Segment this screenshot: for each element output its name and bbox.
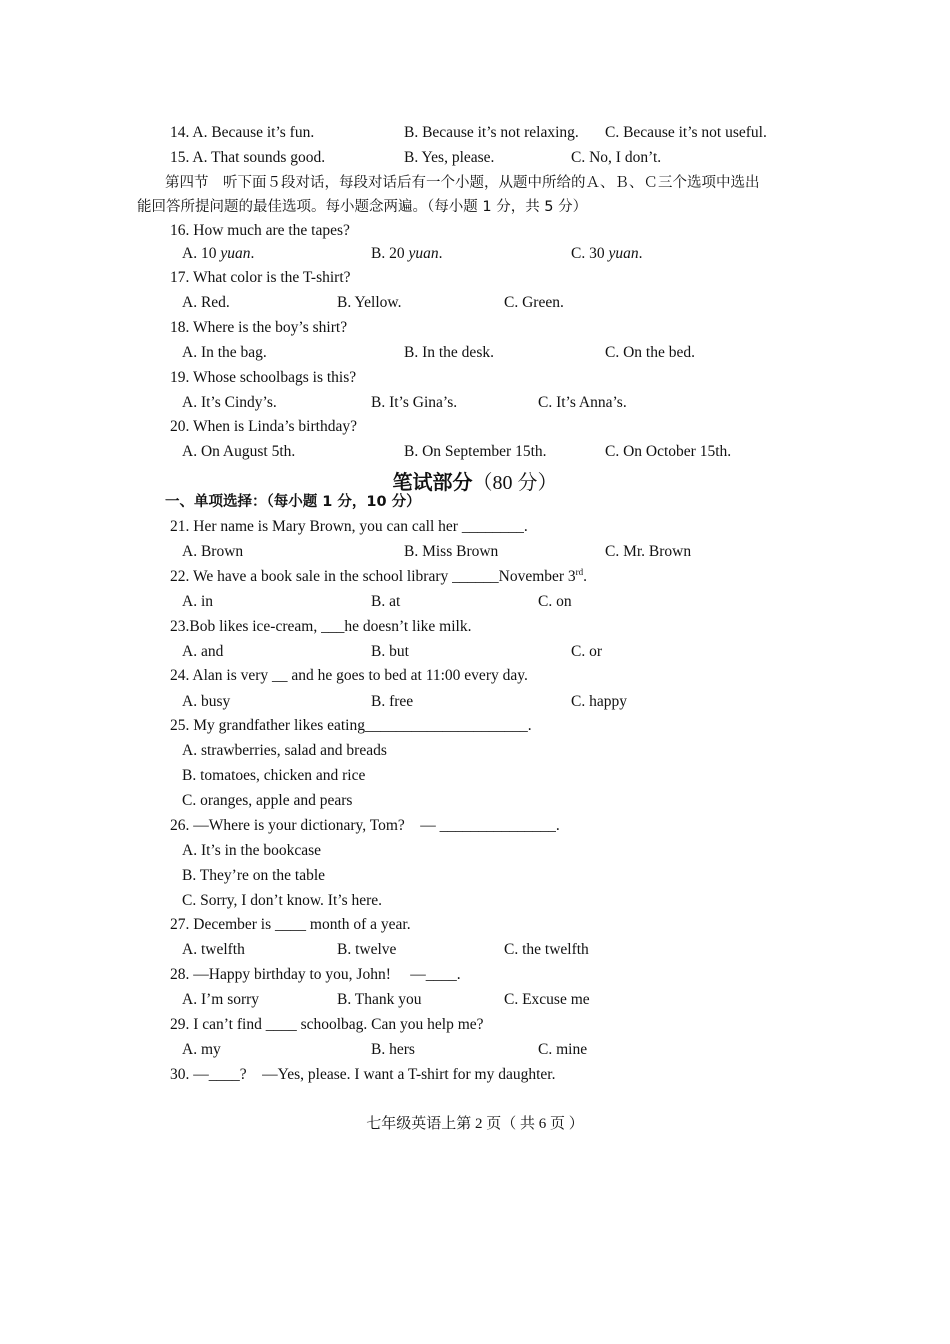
q26-stem: 26. —Where is your dictionary, Tom? — _______________. [170,817,560,834]
q24-option-b: B. free [371,693,414,710]
q17-option-b: B. Yellow. [337,294,402,311]
q27-option-c: C. the twelfth [504,941,589,958]
q18-stem: 18. Where is the boy’s shirt? [170,319,348,336]
q24-option-a: A. busy [182,693,231,710]
q29-option-a: A. my [182,1041,221,1058]
section4-instructions-2: 能回答所提问题的最佳选项。每小题念两遍。（每小题 1 分，共 5 分） [137,199,588,215]
section4-instructions-1: 第四节 听下面５段对话，每段对话后有一个小题，从题中所给的Ａ、Ｂ、Ｃ三个选项中选出 [165,175,760,191]
q29-stem: 29. I can’t find ____ schoolbag. Can you help me? [170,1016,484,1033]
q25-stem: 25. My grandfather likes eating_____________________. [170,717,532,734]
q23-stem: 23.Bob likes ice-cream, ___he doesn’t like milk. [170,618,472,635]
q27-stem: 27. December is ____ month of a year. [170,916,411,933]
q15-option-b: B. Yes, please. [404,149,495,166]
q24-option-c: C. happy [571,693,627,710]
q27-option-a: A. twelfth [182,941,245,958]
q19-option-c: C. It’s Anna’s. [538,394,627,411]
q17-stem: 17. What color is the T-shirt? [170,269,351,286]
q28-option-a: A. I’m sorry [182,991,260,1008]
q18-option-b: B. In the desk. [404,344,494,361]
q15-option-c: C. No, I don’t. [571,149,662,166]
q19-option-a: A. It’s Cindy’s. [182,394,277,411]
q16-stem: 16. How much are the tapes? [170,222,350,239]
q22-option-b: B. at [371,593,401,610]
q22-option-a: A. in [182,593,213,610]
q26-option-b: B. They’re on the table [182,867,326,884]
q23-option-a: A. and [182,643,224,660]
written-section-title: 笔试部分（80 分） [392,470,558,494]
q14-option-b: B. Because it’s not relaxing. [404,124,579,141]
q26-option-c: C. Sorry, I don’t know. It’s here. [182,892,383,909]
q18-option-a: A. In the bag. [182,344,267,361]
q20-option-c: C. On October 15th. [605,443,732,460]
q14-option-c: C. Because it’s not useful. [605,124,767,141]
q19-option-b: B. It’s Gina’s. [371,394,458,411]
q20-stem: 20. When is Linda’s birthday? [170,418,357,435]
q14-option-a: 14. A. Because it’s fun. [170,124,315,141]
q18-option-c: C. On the bed. [605,344,695,361]
q22-option-c: C. on [538,593,572,610]
q30-stem: 30. —____? —Yes, please. I want a T-shirt for my daughter. [170,1066,556,1083]
q25-option-c: C. oranges, apple and pears [182,792,353,809]
q16-option-a: A. 10 yuan. [182,245,255,262]
q28-option-c: C. Excuse me [504,991,590,1008]
q29-option-c: C. mine [538,1041,588,1058]
q22-stem: 22. We have a book sale in the school library ______November 3rd. [170,566,588,585]
q28-stem: 28. —Happy birthday to you, John! —____. [170,966,461,983]
q29-option-b: B. hers [371,1041,415,1058]
q16-option-c: C. 30 yuan. [571,245,643,262]
q21-option-a: A. Brown [182,543,244,560]
q15-option-a: 15. A. That sounds good. [170,149,326,166]
q26-option-a: A. It’s in the bookcase [182,842,322,859]
q17-option-c: C. Green. [504,294,564,311]
q20-option-b: B. On September 15th. [404,443,547,460]
q23-option-c: C. or [571,643,602,660]
page-footer: 七年级英语上第 2 页（ 共 6 页 ） [366,1116,584,1132]
q21-stem: 21. Her name is Mary Brown, you can call her ________. [170,518,528,535]
q28-option-b: B. Thank you [337,991,422,1008]
part1-heading: 一、单项选择：（每小题 1 分，10 分） [165,494,421,510]
q20-option-a: A. On August 5th. [182,443,296,460]
q21-option-b: B. Miss Brown [404,543,499,560]
q25-option-b: B. tomatoes, chicken and rice [182,767,366,784]
q17-option-a: A. Red. [182,294,230,311]
q19-stem: 19. Whose schoolbags is this? [170,369,357,386]
q23-option-b: B. but [371,643,409,660]
q25-option-a: A. strawberries, salad and breads [182,742,387,759]
q24-stem: 24. Alan is very __ and he goes to bed at 11:00 every day. [170,667,528,684]
q21-option-c: C. Mr. Brown [605,543,692,560]
q27-option-b: B. twelve [337,941,397,958]
q16-option-b: B. 20 yuan. [371,245,443,262]
